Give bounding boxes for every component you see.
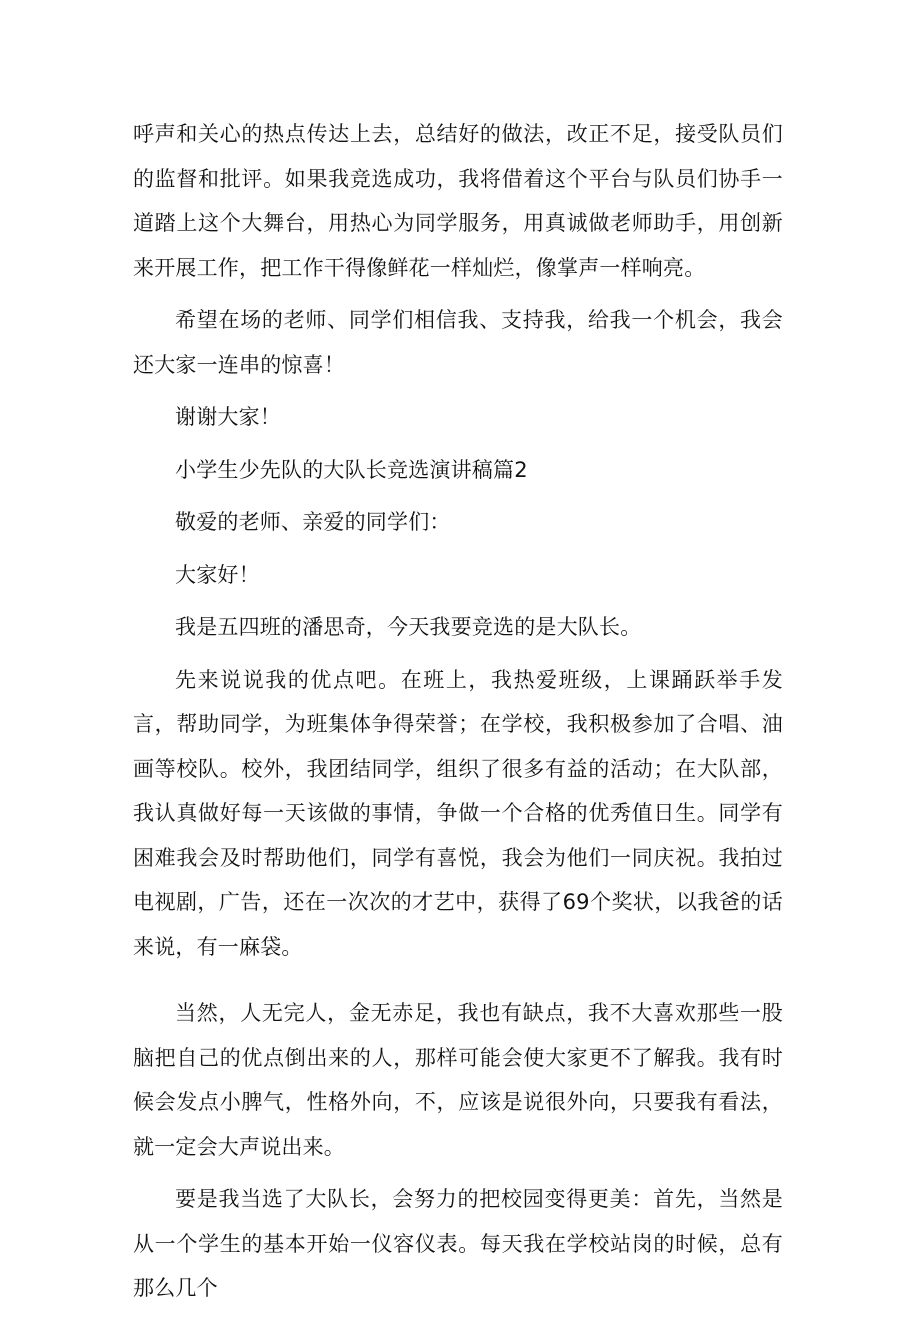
paragraph-weaknesses: 当然，人无完人，金无赤足，我也有缺点，我不大喜欢那些一股脑把自己的优点倒出来的人，那样可能会使大家更不了解我。我有时候会发点小脾气，性格外向，不，应该是说很外向，只要我有看法，就一定会大声说出来。 — [133, 1001, 783, 1159]
document-body — [133, 112, 783, 1319]
paragraph-3: 谢谢大家！ — [175, 405, 281, 429]
paragraph-plans: 要是我当选了大队长，会努力的把校园变得更美：首先，当然是从一个学生的基本开始一仪容仪表。每天我在学校站岗的时候，总有那么几个 — [133, 1187, 783, 1300]
paragraph-1: 呼声和关心的热点传达上去，总结好的做法，改正不足，接受队员们的监督和批评。如果我竞选成功，我将借着这个平台与队员们协手一道踏上这个大舞台，用热心为同学服务，用真诚做老师助手，用创新来开展工作，把工作干得像鲜花一样灿烂，像掌声一样响亮。 — [133, 122, 783, 280]
paragraph-introduction: 我是五四班的潘思奇，今天我要竞选的是大队长。 — [175, 615, 642, 639]
section-heading: 小学生少先队的大队长竞选演讲稿篇2 — [175, 457, 528, 482]
salutation: 敬爱的老师、亲爱的同学们： — [175, 510, 451, 534]
greeting: 大家好！ — [175, 562, 260, 587]
paragraph-strengths: 先来说说我的优点吧。在班上，我热爱班级，上课踊跃举手发言，帮助同学，为班集体争得荣誉；在学校，我积极参加了合唱、油画等校队。校外，我团结同学，组织了很多有益的活动；在大队部，我认真做好每一天该做的事情，争做一个合格的优秀值日生。同学有困难我会及时帮助他们，同学有喜悦，我会为他们一同庆祝。我拍过电视剧，广告，还在一次次的才艺中，获得了69个奖状，以我爸的话来说，有一麻袋。 — [133, 667, 783, 959]
paragraph-2: 希望在场的老师、同学们相信我、支持我，给我一个机会，我会还大家一连串的惊喜！ — [133, 308, 783, 377]
